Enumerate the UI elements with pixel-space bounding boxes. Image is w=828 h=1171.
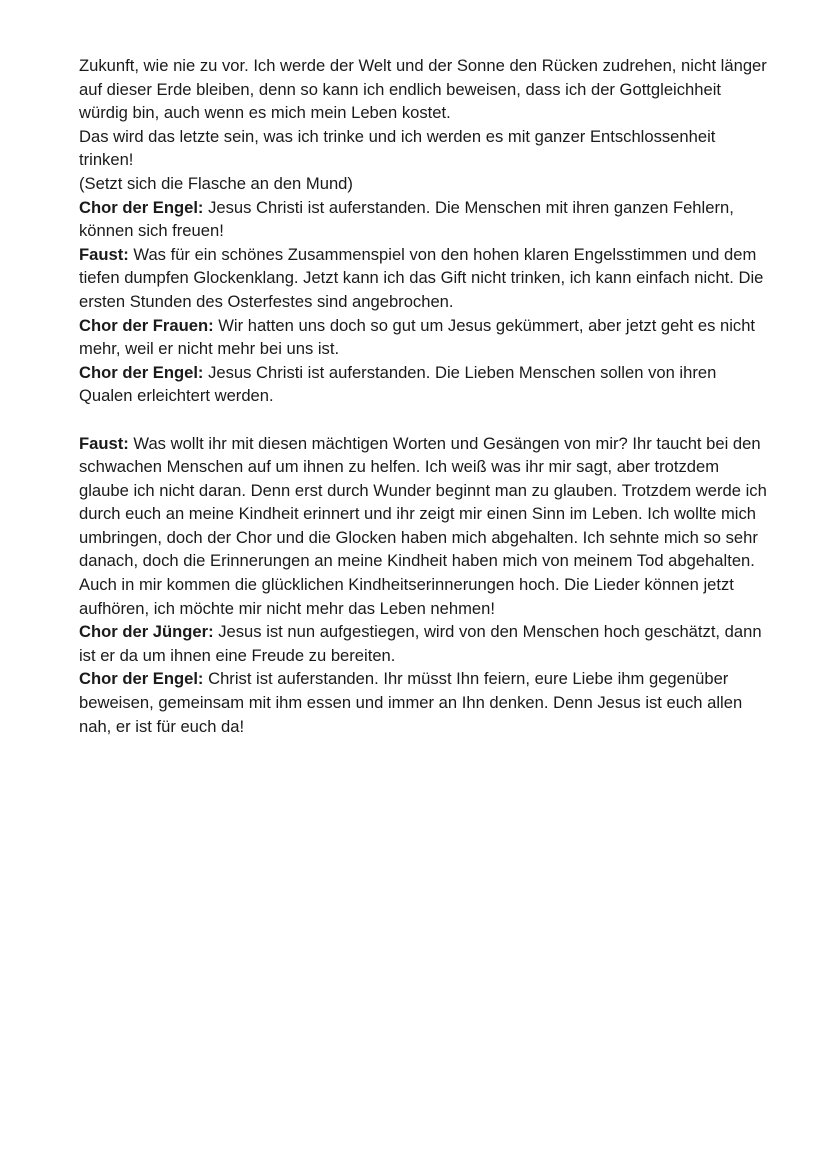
speaker-name: Chor der Jünger: <box>79 622 214 642</box>
paragraph-text: (Setzt sich die Flasche an den Mund) <box>79 173 353 193</box>
speaker-name: Faust: <box>79 244 129 264</box>
dialogue-line <box>79 361 769 408</box>
paragraph-text: Das wird das letzte sein, was ich trinke und ich werden es mit ganzer Entschlossenheit trinken! <box>79 126 716 170</box>
dialogue-line <box>79 432 769 621</box>
dialogue-text: Was wollt ihr mit diesen mächtigen Worten und Gesängen von mir? Ihr taucht bei den schwachen Menschen auf um ihnen zu helfen. Ich weiß was ihr mir sagt, aber trotzdem glaube ich nicht daran. Denn erst durch Wunder beginnt man zu glauben. Trotzdem werde ich durch euch an meine Kindheit erinnert und ihr zeigt mir einen Sinn im Leben. Ich wollte mich umbringen, doch der Chor und die Glocken haben mich abgehalten. Ich sehnte mich so sehr danach, doch die Erinnerungen an meine Kindheit haben mich von meinem Tod abgehalten. Auch in mir kommen die glücklichen Kindheitserinnerungen hoch. Die Lieder können jetzt aufhören, ich möchte mir nicht mehr das Leben nehmen! <box>79 433 767 618</box>
speaker-name: Chor der Frauen: <box>79 315 214 335</box>
dialogue-line <box>79 667 769 738</box>
dialogue-text: Jesus Christi ist auferstanden. Die Menschen mit ihren ganzen Fehlern, können sich freuen! <box>79 197 734 241</box>
dialogue-text: Jesus Christi ist auferstanden. Die Lieben Menschen sollen von ihren Qualen erleichtert werden. <box>79 362 717 406</box>
paragraph <box>79 54 769 125</box>
speaker-name: Chor der Engel: <box>79 669 204 689</box>
dialogue-text: Wir hatten uns doch so gut um Jesus gekümmert, aber jetzt geht es nicht mehr, weil er nicht mehr bei uns ist. <box>79 315 756 359</box>
speaker-name: Chor der Engel: <box>79 197 204 217</box>
paragraph-text: Zukunft, wie nie zu vor. Ich werde der Welt und der Sonne den Rücken zudrehen, nicht länger auf dieser Erde bleiben, denn so kann ich endlich beweisen, dass ich der Gottgleichheit würdig bin, auch wenn es mich mein Leben kostet. <box>79 56 767 123</box>
speaker-name: Chor der Engel: <box>79 362 204 382</box>
speaker-name: Faust: <box>79 433 129 453</box>
dialogue-text: Christ ist auferstanden. Ihr müsst Ihn feiern, eure Liebe ihm gegenüber beweisen, gemeinsam mit ihm essen und immer an Ihn denken. Denn Jesus ist euch allen nah, er ist für euch da! <box>79 669 743 736</box>
dialogue-line <box>79 620 769 667</box>
paragraph <box>79 125 769 172</box>
dialogue-text: Was für ein schönes Zusammenspiel von den hohen klaren Engelsstimmen und dem tiefen dumpfen Glockenklang. Jetzt kann ich das Gift nicht trinken, ich kann einfach nicht. Die ersten Stunden des Osterfestes sind angebrochen. <box>79 244 764 311</box>
dialogue-text: Jesus ist nun aufgestiegen, wird von den Menschen hoch geschätzt, dann ist er da um ihnen eine Freude zu bereiten. <box>79 622 762 665</box>
stage-direction <box>79 172 769 196</box>
dialogue-line <box>79 243 769 314</box>
document-body <box>79 54 769 738</box>
dialogue-line <box>79 196 769 243</box>
dialogue-line <box>79 314 769 361</box>
